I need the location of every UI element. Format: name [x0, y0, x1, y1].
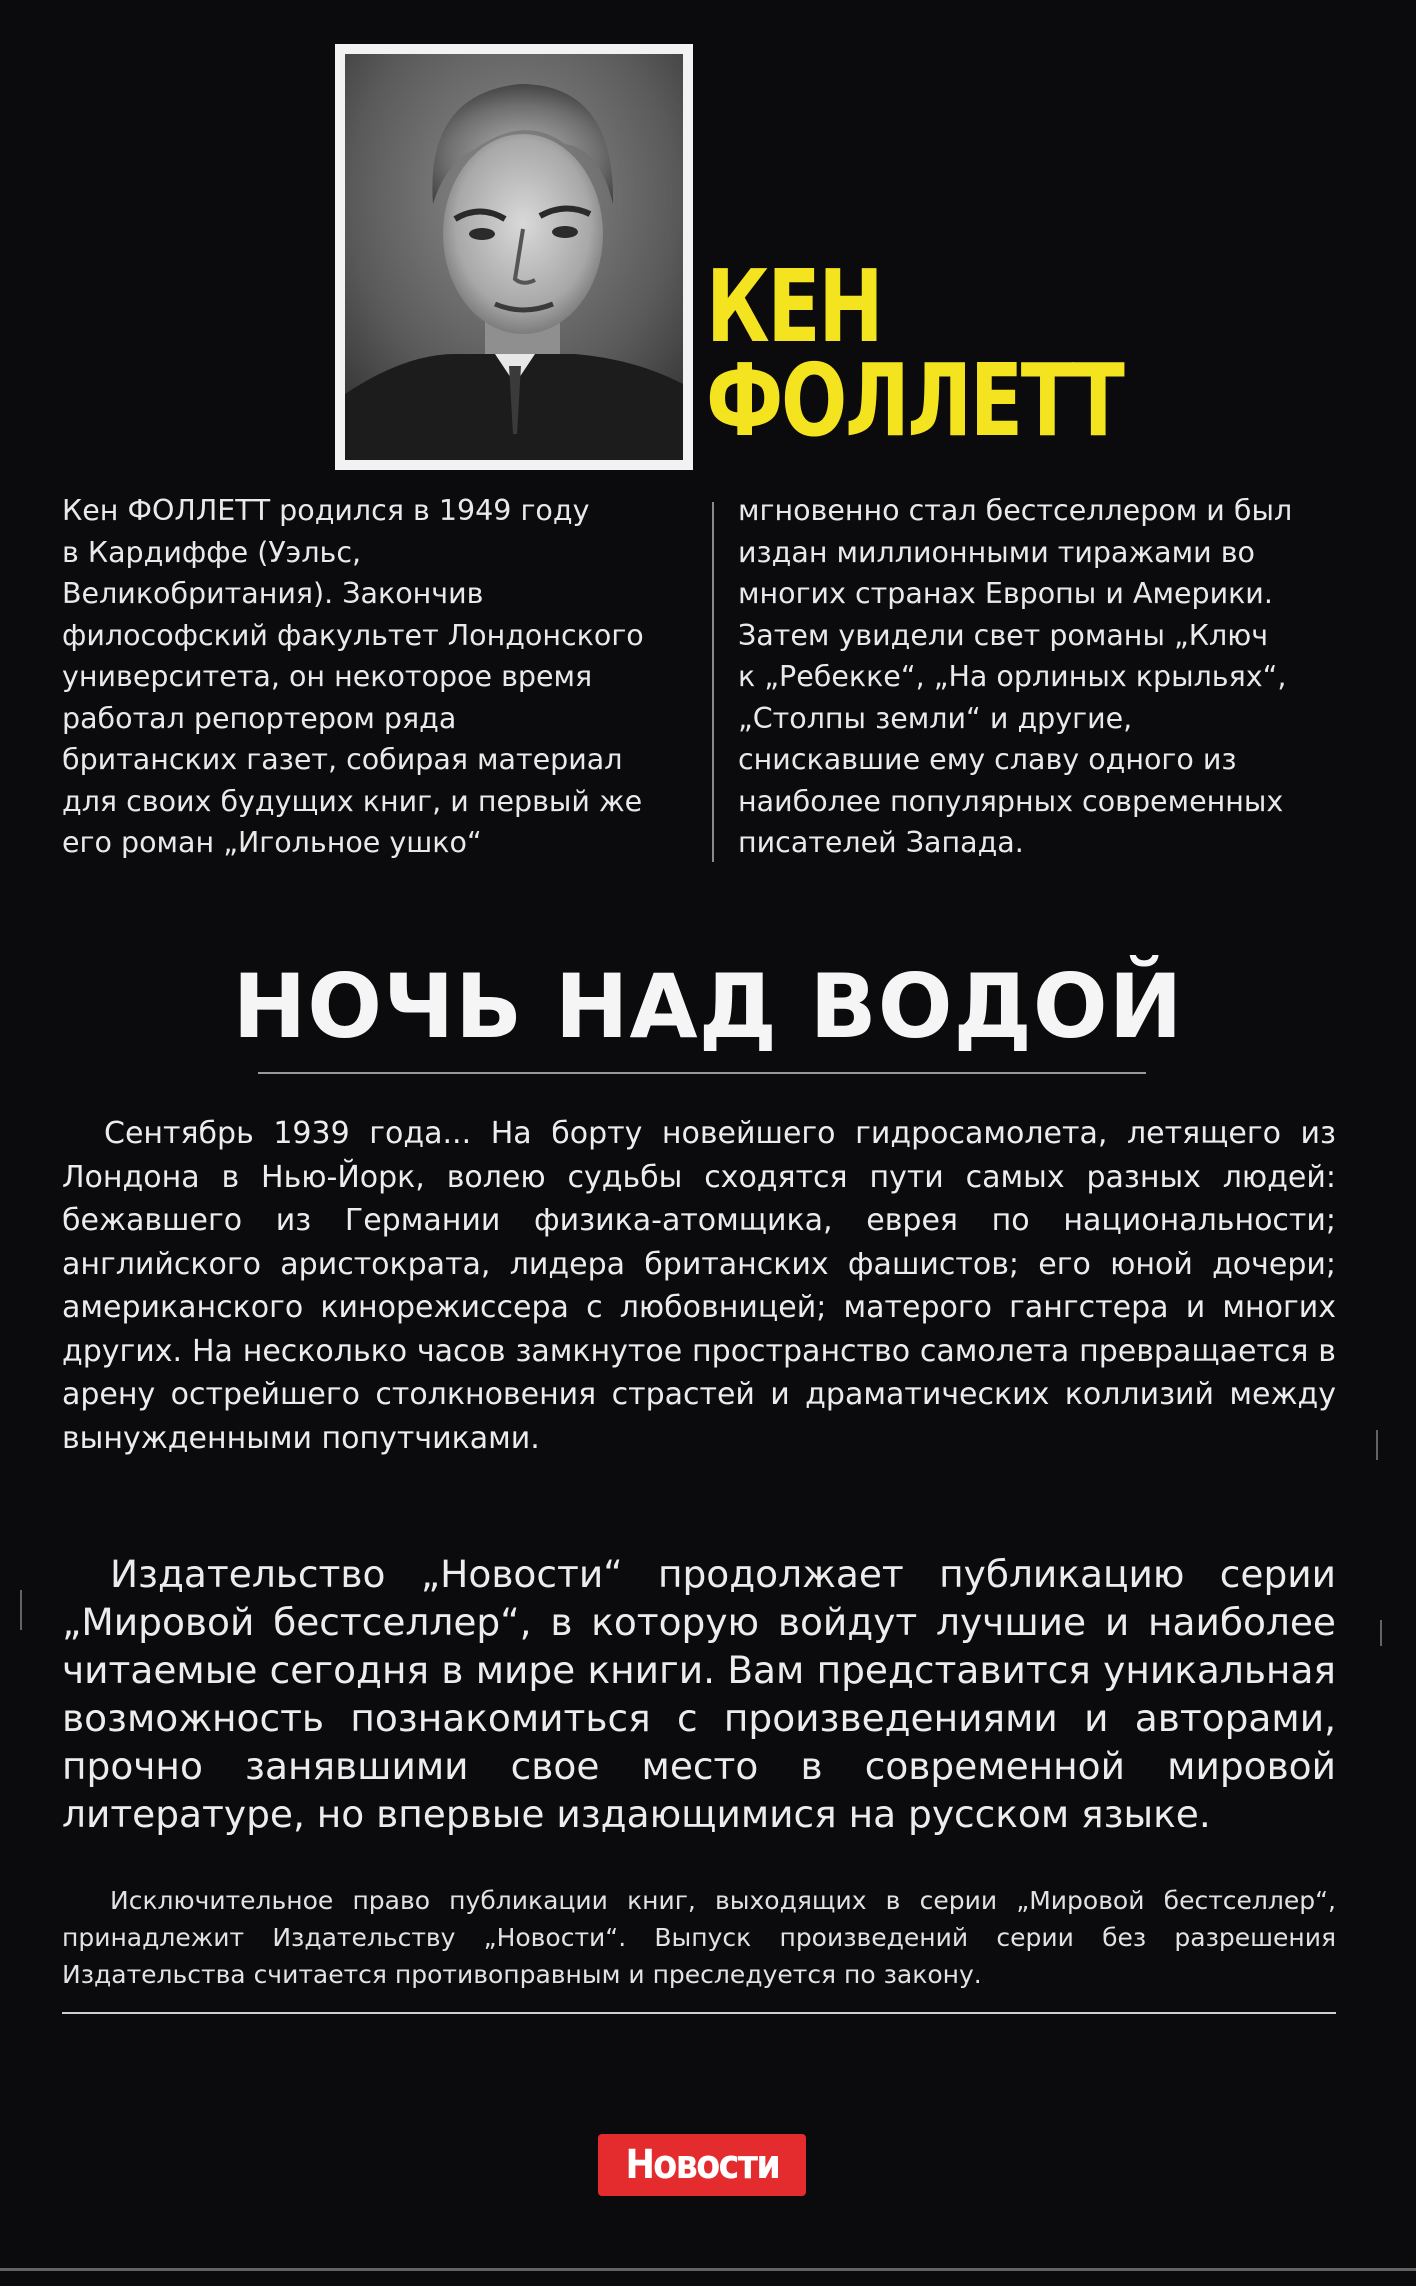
author-bio-right: мгновенно стал бестселлером и был издан миллионными тиражами во многих странах Европы и Америки. Затем увидели свет романы „Ключ к „Ребекке“, „На орлиных крыльях“, „Столпы земли“ и другие, снискавшие ему славу одного из наиболее популярных современных писателей Запада.: [738, 494, 1293, 859]
column-divider: [712, 502, 714, 862]
author-photo: [335, 44, 693, 470]
publisher-logo: [598, 2134, 806, 2196]
title-underline: [258, 1072, 1146, 1074]
author-last-name: ФОЛЛЕТТ: [706, 342, 1123, 459]
cover-wear-mark: [20, 1590, 22, 1630]
rights-note: Исключительное право публикации книг, выходящих в серии „Мировой бестселлер“, принадлежит Издательству „Новости“. Выпуск произведений серии без разрешения Издательства считается противоправным и преследуется по закону.: [62, 1886, 1336, 1989]
series-note: Издательство „Новости“ продолжает публикацию серии „Мировой бестселлер“, в которую войдут лучшие и наиболее читаемые сегодня в мире книги. Вам представится уникальная возможность познакомиться с произведениями и авторами, прочно занявшими свое место в современной мировой литературе, но впервые издающимися на русском языке.: [62, 1552, 1336, 1836]
author-first-name: КЕН: [706, 248, 882, 365]
cover-wear-mark: [0, 2268, 1416, 2271]
publisher-logo-text: Новости: [625, 2142, 779, 2188]
book-title: НОЧЬ НАД ВОДОЙ: [232, 955, 1184, 1058]
author-name: [706, 248, 1123, 459]
author-portrait-icon: [345, 54, 683, 460]
book-synopsis: Сентябрь 1939 года... На борту новейшего гидросамолета, летящего из Лондона в Нью-Йорк, волею судьбы сходятся пути самых разных людей: бежавшего из Германии физика-атомщика, еврея по национальности; английского аристократа, лидера британских фашистов; его юной дочери; американского кинорежиссера с любовницей; матерого гангстера и многих других. На несколько часов замкнутое пространство самолета превращается в арену острейшего столкновения страстей и драматических коллизий между вынужденными попутчиками.: [62, 1116, 1336, 1456]
cover-wear-mark: [1380, 1620, 1382, 1646]
rights-divider: [62, 2012, 1336, 2014]
author-bio-left: Кен ФОЛЛЕТТ родился в 1949 году в Кардиффе (Уэльс, Великобритания). Закончив философский факультет Лондонского университета, он некоторое время работал репортером ряда британских газет, собирая материал для своих будущих книг, и первый же его роман „Игольное ушко“: [62, 494, 644, 859]
cover-wear-mark: [1376, 1430, 1378, 1460]
